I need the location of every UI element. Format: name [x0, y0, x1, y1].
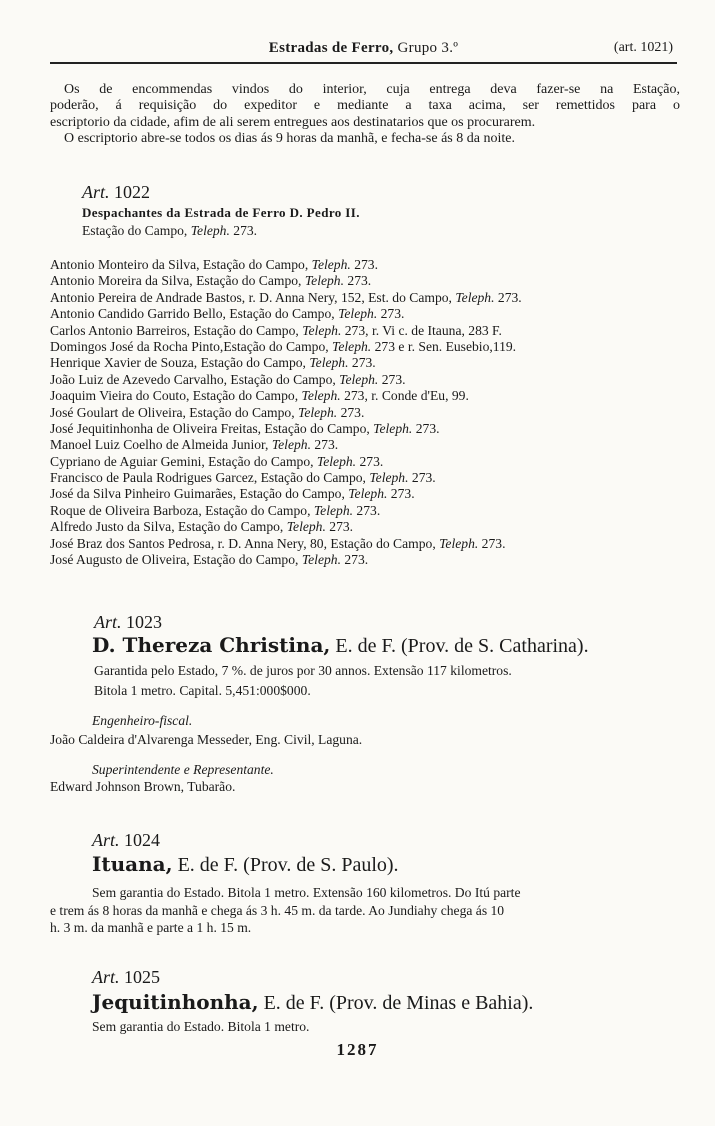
entry-number: 273.	[356, 453, 384, 469]
article-heading-1023	[94, 612, 162, 633]
sub-address: Estação do Campo,	[82, 223, 188, 238]
despachante-entry	[50, 257, 690, 273]
article-text: e trem ás 8 horas da manhã e chega ás 3 h. 45 m. da tarde. Ao Jundiahy chega ás 10	[50, 903, 505, 918]
despachante-entry	[50, 355, 690, 371]
company-title-1024	[92, 852, 399, 877]
page-number: 1287	[336, 1040, 379, 1059]
entry-address: José Augusto de Oliveira, Estação do Campo,	[50, 552, 302, 568]
entry-address: José da Silva Pinheiro Guimarães, Estação do Campo,	[50, 486, 349, 502]
company-desc: E. de F. (Prov. de S. Catharina).	[330, 635, 589, 657]
article-label: Art.	[92, 967, 120, 987]
despachante-entry	[50, 388, 690, 404]
entry-number: 273.	[310, 437, 339, 453]
article-text: Sem garantia do Estado. Bitola 1 metro. Extensão 160 kilometros. Do Itú parte	[92, 885, 521, 900]
despachante-entry	[50, 519, 690, 535]
article-label: Art.	[94, 612, 122, 632]
article-number: 1025	[124, 967, 161, 987]
entry-number: 273, r. Conde d'Eu, 99.	[340, 388, 469, 404]
despachante-entry	[50, 273, 690, 289]
person-entry: Edward Johnson Brown, Tubarão.	[50, 779, 236, 794]
entry-teleph: Teleph.	[348, 486, 388, 502]
article-text: Sem garantia do Estado. Bitola 1 metro.	[92, 1019, 310, 1034]
entry-teleph: Teleph.	[309, 355, 349, 371]
section-heading-despachantes: Despachantes da Estrada de Ferro D. Pedro II.	[82, 205, 360, 220]
despachante-entry	[50, 536, 690, 552]
despachante-entry	[50, 339, 690, 355]
entry-address: Antonio Candido Garrido Bello, Estação do Campo,	[50, 306, 339, 322]
entry-teleph: Teleph.	[316, 453, 357, 469]
entry-address: Joaquim Vieira do Couto, Estação do Campo,	[50, 388, 302, 404]
entry-number: 273 e r. Sen. Eusebio,119.	[371, 338, 517, 354]
entry-number: 273.	[344, 273, 372, 289]
entry-number: 273.	[340, 552, 369, 568]
company-title-1025	[92, 990, 533, 1015]
article-number: 1024	[124, 830, 161, 850]
despachante-entry	[50, 372, 690, 388]
entry-number: 273.	[494, 289, 522, 305]
entry-number: 273.	[377, 306, 405, 322]
entry-number: 273.	[412, 420, 440, 436]
despachante-entry	[50, 306, 690, 322]
entry-address: Alfredo Justo da Silva, Estação do Campo,	[50, 519, 287, 535]
article-number: 1022	[114, 182, 151, 202]
running-header	[50, 40, 677, 64]
entry-teleph: Teleph.	[439, 535, 479, 551]
entry-address: Francisco de Paula Rodrigues Garcez, Estação do Campo,	[50, 470, 370, 486]
article-heading-1025	[92, 967, 160, 988]
entry-address: Antonio Moreira da Silva, Estação do Campo,	[50, 273, 305, 289]
entry-address: Domingos José da Rocha Pinto,Estação do Campo,	[50, 338, 333, 354]
entry-number: 273.	[325, 519, 354, 535]
entry-number: 273, r. Vi c. de Itauna, 283 F.	[341, 322, 502, 338]
company-desc: E. de F. (Prov. de S. Paulo).	[172, 854, 399, 876]
despachante-entry	[50, 503, 690, 519]
company-title-1023	[92, 633, 589, 658]
despachante-entry	[50, 323, 690, 339]
despachante-entry	[50, 552, 690, 568]
article-number: 1023	[126, 612, 163, 632]
article-text: Bitola 1 metro. Capital. 5,451:000$000.	[94, 683, 311, 698]
despachante-entry	[50, 405, 690, 421]
despachante-entry	[50, 421, 690, 437]
article-text: Garantida pelo Estado, 7 %. de juros por 30 annos. Extensão 117 kilometros.	[94, 663, 512, 678]
entry-number: 273.	[348, 355, 376, 371]
entry-teleph: Teleph.	[286, 519, 326, 535]
despachante-entry	[50, 486, 690, 502]
entry-number: 273.	[378, 371, 406, 387]
despachantes-list	[50, 257, 690, 568]
entry-address: Cypriano de Aguiar Gemini, Estação do Campo,	[50, 453, 317, 469]
despachante-entry	[50, 470, 690, 486]
article-heading-1024	[92, 830, 160, 851]
despachante-entry	[50, 454, 690, 470]
entry-address: José Goulart de Oliveira, Estação do Campo,	[50, 404, 299, 420]
entry-number: 273.	[408, 470, 436, 486]
entry-number: 273.	[387, 486, 415, 502]
entry-teleph: Teleph.	[455, 289, 495, 305]
entry-teleph: Teleph.	[301, 388, 341, 404]
despachante-entry	[50, 437, 690, 453]
entry-teleph: Teleph.	[332, 338, 372, 354]
entry-teleph: Teleph.	[313, 502, 354, 518]
entry-teleph: Teleph.	[339, 371, 379, 387]
entry-teleph: Teleph.	[304, 273, 344, 289]
person-entry: João Caldeira d'Alvarenga Messeder, Eng. Civil, Laguna.	[50, 732, 363, 747]
entry-number: 273.	[478, 535, 506, 551]
entry-address: Henrique Xavier de Souza, Estação do Campo,	[50, 355, 310, 371]
entry-address: Manoel Luiz Coelho de Almeida Junior,	[50, 437, 272, 453]
despachante-entry	[50, 290, 690, 306]
section-subheading	[82, 223, 257, 239]
entry-number: 273.	[350, 257, 378, 272]
company-name: D. Thereza Christina,	[92, 633, 331, 657]
role-title: Superintendente e Representante.	[92, 762, 274, 777]
entry-teleph: Teleph.	[301, 552, 341, 568]
entry-address: Carlos Antonio Barreiros, Estação do Campo,	[50, 322, 303, 338]
header-title-rest: Grupo 3.º	[393, 40, 459, 56]
entry-address: Antonio Monteiro da Silva, Estação do Campo,	[50, 257, 312, 272]
entry-teleph: Teleph.	[338, 306, 378, 322]
header-title	[50, 40, 677, 57]
entry-address: Roque de Oliveira Barboza, Estação do Campo,	[50, 502, 314, 518]
company-name: Jequitinhonha,	[92, 990, 259, 1014]
header-art-ref: (art. 1021)	[613, 40, 673, 55]
article-label: Art.	[92, 830, 120, 850]
sub-teleph: Teleph.	[190, 223, 230, 238]
entry-number: 273.	[353, 502, 381, 518]
entry-teleph: Teleph.	[369, 470, 409, 486]
entry-teleph: Teleph.	[298, 404, 338, 420]
intro-line: escriptorio da cidade, afim de ali serem entregues aos destinatarios que os procurarem.	[50, 114, 536, 130]
entry-teleph: Teleph.	[373, 420, 413, 436]
entry-teleph: Teleph.	[302, 322, 342, 338]
intro-line: Os de encommendas vindos do interior, cuja entrega deva fazer-se na Estação,	[64, 82, 680, 97]
company-name: Ituana,	[92, 852, 173, 876]
entry-address: João Luiz de Azevedo Carvalho, Estação do Campo,	[50, 371, 340, 387]
entry-number: 273.	[337, 404, 365, 420]
intro-text	[50, 82, 680, 148]
entry-address: José Jequitinhonha de Oliveira Freitas, Estação do Campo,	[50, 420, 374, 436]
article-heading-1022	[82, 182, 150, 203]
intro-line: poderão, á requisição do expeditor e mediante a taxa acima, ser remettidos para o	[50, 98, 680, 114]
role-title: Engenheiro-fiscal.	[92, 713, 193, 728]
entry-address: José Braz dos Santos Pedrosa, r. D. Anna Nery, 80, Estação do Campo,	[50, 535, 440, 551]
sub-number: 273.	[229, 223, 258, 238]
entry-address: Antonio Pereira de Andrade Bastos, r. D. Anna Nery, 152, Est. do Campo,	[50, 289, 456, 305]
intro-line: O escriptorio abre-se todos os dias ás 9 horas da manhã, e fecha-se ás 8 da noite.	[64, 131, 515, 147]
header-title-bold: Estradas de Ferro,	[268, 40, 394, 56]
article-text: h. 3 m. da manhã e parte a 1 h. 15 m.	[50, 920, 252, 935]
entry-teleph: Teleph.	[311, 257, 351, 272]
company-desc: E. de F. (Prov. de Minas e Bahia).	[258, 992, 534, 1014]
entry-teleph: Teleph.	[271, 437, 311, 453]
article-label: Art.	[82, 182, 110, 202]
